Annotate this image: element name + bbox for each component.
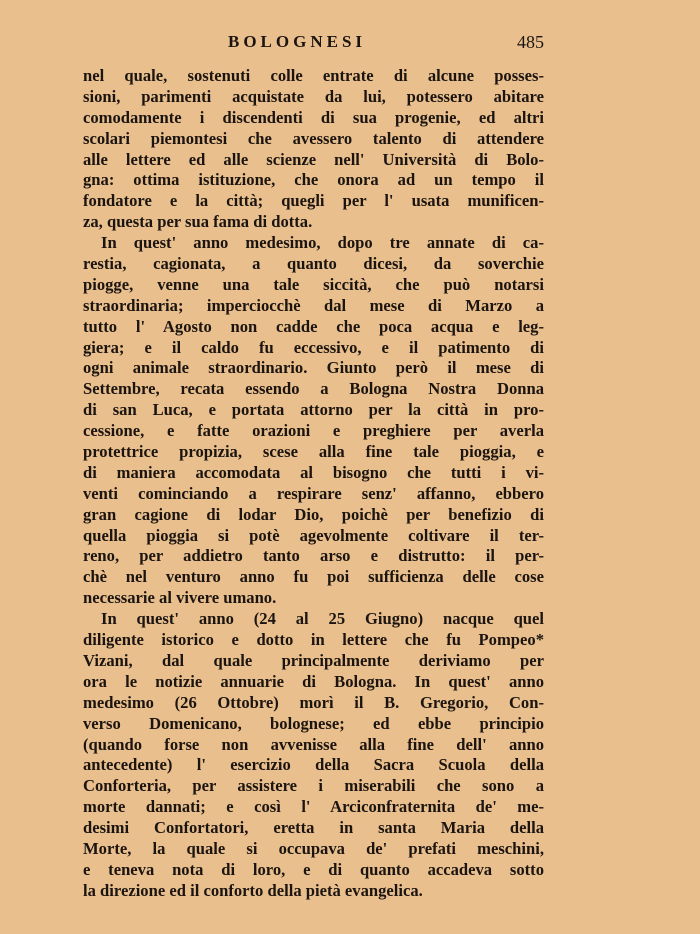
running-title: BOLOGNESI xyxy=(228,32,367,51)
text-line: nel quale, sostenuti colle entrate di alcune posses- xyxy=(83,66,544,85)
text-line: fondatore e la città; quegli per l' usata munificen- xyxy=(83,191,544,211)
text-line: quella pioggia si potè agevolmente coltivare il ter- xyxy=(83,525,544,545)
text-line: diligente istorico e dotto in lettere che fu Pompeo* xyxy=(83,630,544,650)
text-line: In quest' anno (24 al 25 Giugno) nacque quel xyxy=(101,609,544,629)
text-line: la direzione ed il conforto della pietà evangelica. xyxy=(83,880,423,900)
text-line: comodamente i discendenti di sua progenie, ed altri xyxy=(83,107,544,127)
text-line: reno, per addietro tanto arso e distrutto: il per- xyxy=(83,546,544,566)
text-line: antecedente) l' esercizio della Sacra Scuola della xyxy=(83,755,544,775)
page-number: 485 xyxy=(517,32,544,52)
text-line: giera; e il caldo fu eccessivo, e il patimento di xyxy=(83,337,544,357)
text-line: cessione, e fatte orazioni e preghiere per averla xyxy=(83,421,544,441)
text-line: piogge, venne una tale siccità, che può notarsi xyxy=(83,274,544,294)
text-line: venti cominciando a respirare senz' affanno, ebbero xyxy=(83,483,544,503)
paragraph xyxy=(83,233,544,609)
text-line: scolari piemontesi che avessero talento di attendere xyxy=(83,128,544,148)
text-line: Morte, la quale si occupava de' prefati meschini, xyxy=(83,838,544,858)
text-line: alle lettere ed alle scienze nell' Università di Bolo- xyxy=(83,149,544,169)
text-line: necessarie al vivere umano. xyxy=(83,588,277,608)
text-line: di san Luca, e portata attorno per la città in pro- xyxy=(83,400,544,420)
text-line: ora le notizie annuarie di Bologna. In quest' anno xyxy=(83,671,544,691)
text-line: Vizani, dal quale principalmente deriviamo per xyxy=(83,650,544,670)
text-line: (quando forse non avvenisse alla fine dell' anno xyxy=(83,734,544,754)
text-line: Settembre, recata essendo a Bologna Nostra Donna xyxy=(83,379,544,399)
paragraph xyxy=(83,609,544,901)
text-line: za, questa per sua fama di dotta. xyxy=(83,212,313,232)
text-line: Conforteria, per assistere i miserabili che sono a xyxy=(83,776,544,796)
paragraph xyxy=(83,66,544,233)
text-line: morte dannati; e così l' Arciconfraternita de' me- xyxy=(83,797,544,817)
text-line: sioni, parimenti acquistate da lui, potessero abitare xyxy=(83,86,544,106)
text-line: verso Domenicano, bolognese; ed ebbe principio xyxy=(83,713,544,733)
text-line: gran cagione di lodar Dio, poichè per benefizio di xyxy=(83,504,544,524)
text-line: restia, cagionata, a quanto dicesi, da soverchie xyxy=(83,254,544,274)
text-line: e teneva nota di loro, e di quanto accadeva sotto xyxy=(83,859,544,879)
body-text xyxy=(83,66,544,902)
text-line: protettrice propizia, scese alla fine tale pioggia, e xyxy=(83,442,544,462)
text-line: In quest' anno medesimo, dopo tre annate di ca- xyxy=(101,233,544,253)
text-line: chè nel venturo anno fu poi sufficienza delle cose xyxy=(83,567,544,587)
text-line: ogni animale straordinario. Giunto però il mese di xyxy=(83,358,544,378)
text-line: di maniera accomodata al bisogno che tutti i vi- xyxy=(83,462,544,482)
text-line: tutto l' Agosto non cadde che poca acqua e leg- xyxy=(83,316,544,336)
text-line: gna: ottima istituzione, che onora ad un tempo il xyxy=(83,170,544,190)
running-head xyxy=(83,32,544,62)
text-line: medesimo (26 Ottobre) morì il B. Gregorio, Con- xyxy=(83,692,544,712)
book-page xyxy=(83,32,544,902)
text-line: straordinaria; imperciocchè dal mese di Marzo a xyxy=(83,295,544,315)
text-line: desimi Confortatori, eretta in santa Maria della xyxy=(83,818,544,838)
